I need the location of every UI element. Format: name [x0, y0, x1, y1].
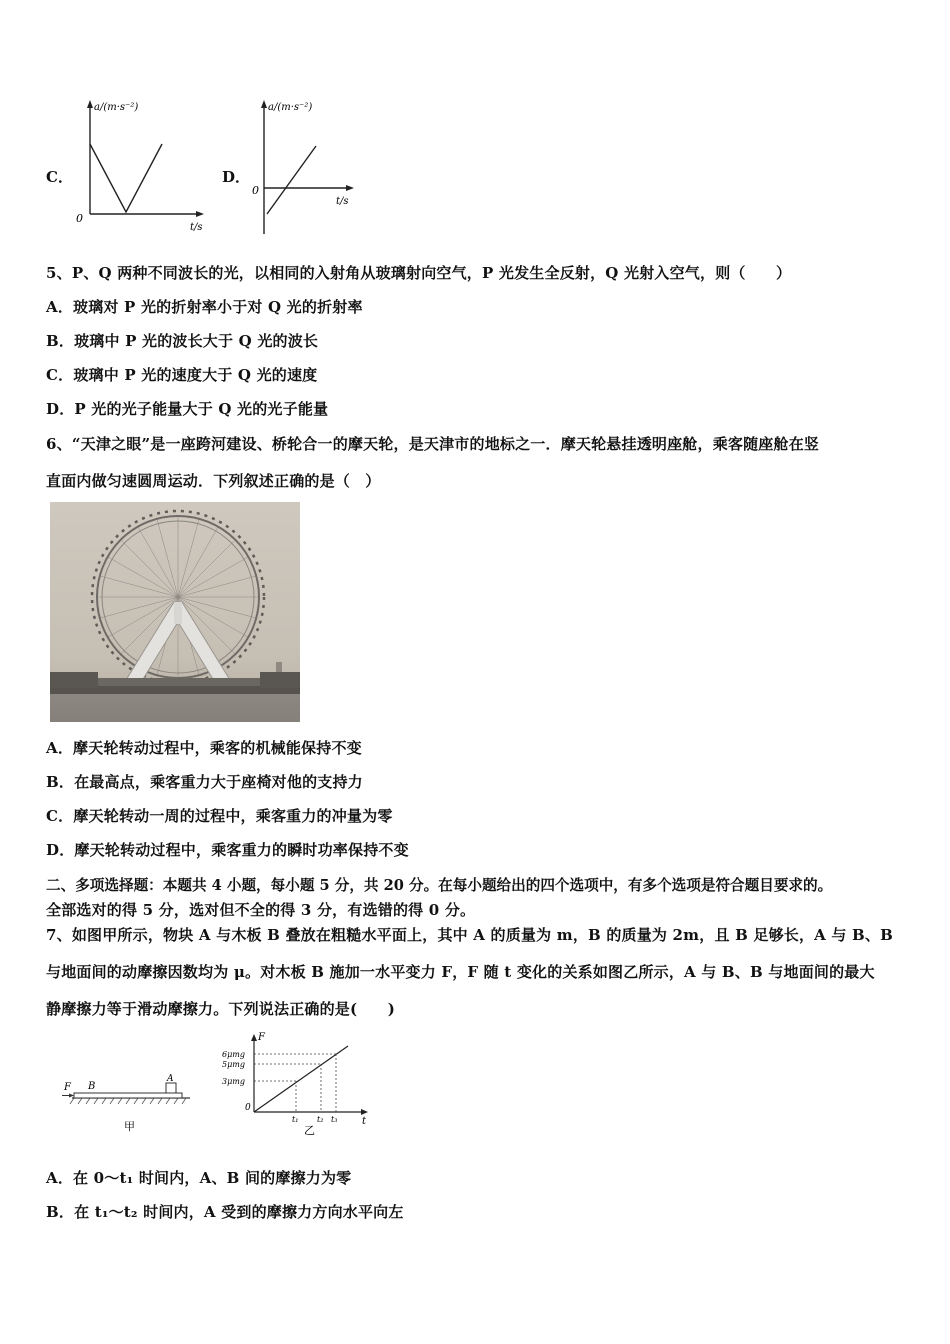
q7-option-b: B．在 t₁～t₂ 时间内，A 受到的摩擦力方向水平向左	[46, 1203, 404, 1221]
graph-c-acceleration-time	[72, 96, 222, 236]
ferris-wheel-photo	[50, 502, 300, 722]
graph-d-ylabel: a/(m·s⁻²)	[268, 102, 313, 113]
q7-yi-xtick-t1: t₁	[292, 1115, 299, 1124]
q7-jia-b-label: B	[88, 1081, 96, 1092]
q6-stem-line2: 直面内做匀速圆周运动．下列叙述正确的是（ ）	[46, 472, 381, 490]
q5-option-a: A．玻璃对 P 光的折射率小于对 Q 光的折射率	[46, 298, 363, 316]
q7-stem-line1: 7、如图甲所示，物块 A 与木板 B 叠放在粗糙水平面上，其中 A 的质量为 m，B 的质量为 2m，且 B 足够长，A 与 B、B	[46, 926, 894, 944]
section2-line1: 二、多项选择题：本题共 4 小题，每小题 5 分，共 20 分。在每小题给出的四个选项中，有多个选项是符合题目要求的。	[46, 877, 833, 894]
graph-d-acceleration-time	[248, 96, 368, 236]
graph-d-origin: 0	[252, 184, 259, 197]
q5-option-c: C．玻璃中 P 光的速度大于 Q 光的速度	[46, 366, 318, 384]
section2-line2: 全部选对的得 5 分，选对但不全的得 3 分，有选错的得 0 分。	[46, 901, 476, 919]
graph-c-label: C．	[46, 168, 73, 186]
q6-option-a: A．摩天轮转动过程中，乘客的机械能保持不变	[46, 739, 362, 757]
q7-jia-f-label: F	[64, 1082, 71, 1093]
q7-yi-caption: 乙	[304, 1124, 315, 1137]
q7-jia-caption: 甲	[124, 1120, 135, 1133]
q7-yi-origin: 0	[245, 1103, 251, 1113]
q5-stem: 5、P、Q 两种不同波长的光，以相同的入射角从玻璃射向空气，P 光发生全反射，Q 光射入空气，则（ ）	[46, 264, 792, 282]
q6-option-b: B．在最高点，乘客重力大于座椅对他的支持力	[46, 773, 363, 791]
q7-yi-ytick-3: 3μmg	[222, 1077, 245, 1086]
graph-c-origin: 0	[76, 212, 83, 225]
q7-figure-yi	[218, 1030, 378, 1140]
q5-option-b: B．玻璃中 P 光的波长大于 Q 光的波长	[46, 332, 319, 350]
graph-c-ylabel: a/(m·s⁻²)	[94, 102, 139, 113]
q7-yi-xtick-t3: t₃	[331, 1115, 338, 1124]
q7-yi-ytick-6: 6μmg	[222, 1050, 245, 1059]
q7-yi-ytick-5: 5μmg	[222, 1060, 245, 1069]
q5-option-d: D．P 光的光子能量大于 Q 光的光子能量	[46, 400, 329, 418]
q7-option-a: A．在 0～t₁ 时间内，A、B 间的摩擦力为零	[46, 1169, 352, 1187]
graph-c-xlabel: t/s	[190, 222, 203, 233]
q6-option-c: C．摩天轮转动一周的过程中，乘客重力的冲量为零	[46, 807, 393, 825]
q7-yi-xaxis-label: t	[362, 1116, 367, 1127]
q7-stem-line2: 与地面间的动摩擦因数均为 μ。对木板 B 施加一水平变力 F，F 随 t 变化的关系如图乙所示，A 与 B、B 与地面间的最大	[46, 963, 875, 981]
graph-d-xlabel: t/s	[336, 196, 349, 207]
q7-yi-xtick-t2: t₂	[317, 1115, 324, 1124]
q7-jia-a-label: A	[167, 1074, 174, 1084]
q7-yi-yaxis-label: F	[258, 1032, 265, 1043]
q7-figure-jia	[60, 1066, 200, 1146]
q6-option-d: D．摩天轮转动过程中，乘客重力的瞬时功率保持不变	[46, 841, 409, 859]
q6-stem-line1: 6、“天津之眼”是一座跨河建设、桥轮合一的摩天轮，是天津市的地标之一．摩天轮悬挂透明座舱，乘客随座舱在竖	[46, 435, 820, 453]
graph-d-label: D．	[222, 168, 251, 186]
q7-stem-line3: 静摩擦力等于滑动摩擦力。下列说法正确的是( )	[46, 1000, 395, 1018]
